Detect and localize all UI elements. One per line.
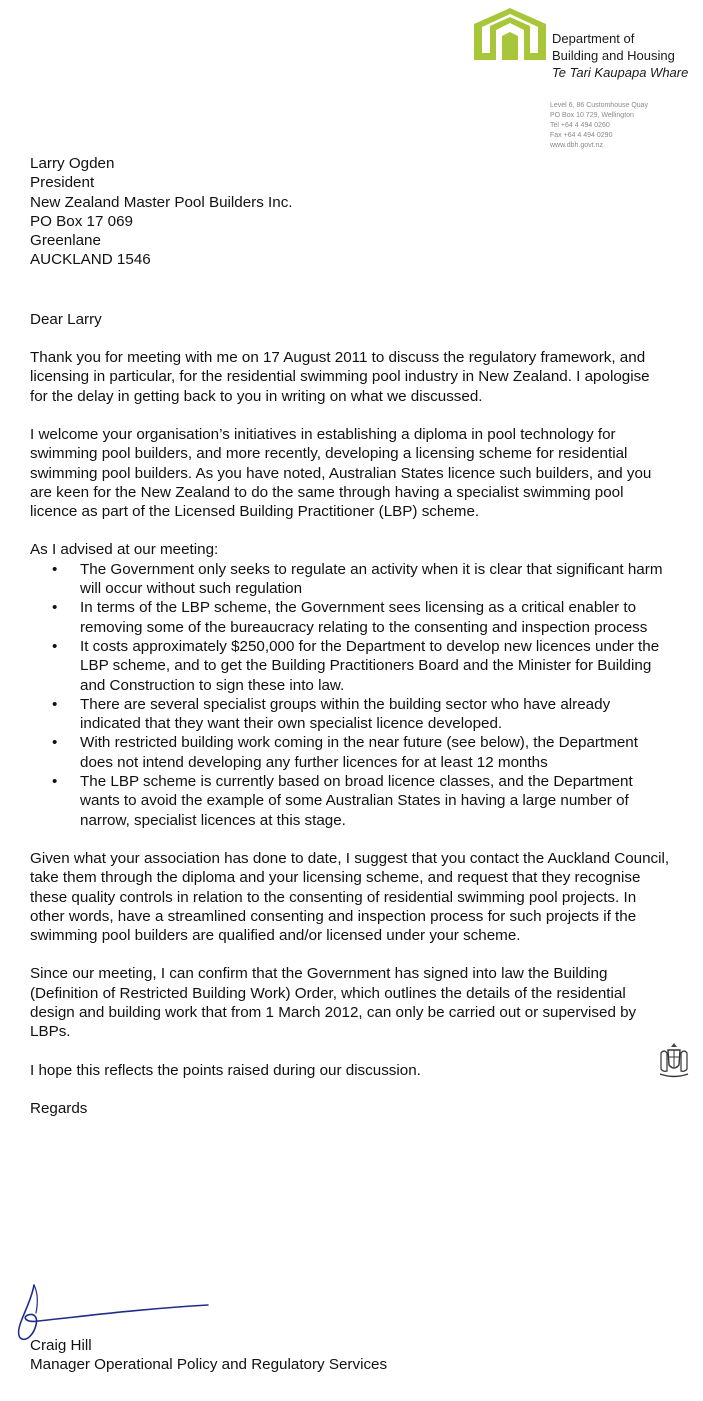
- bullet-dot: •: [52, 734, 58, 752]
- recipient-title: President: [30, 174, 95, 192]
- recipient-po-box: PO Box 17 069: [30, 212, 134, 230]
- bullet-text: The LBP scheme is currently based on broad licence classes, and the Department wants to avoid the example of some Australian States in having a large number of narrow, specialist licences at this stage.: [80, 773, 633, 829]
- bullet-text: It costs approximately $250,000 for the Department to develop new licences under the LBP scheme, and to get the Building Practitioners Board and the Minister for Building and Construction to sign these into law.: [80, 637, 660, 694]
- bullet-text: With restricted building work coming in the near future (see below), the Department does not intend developing any further licences for at least 12 months: [80, 734, 638, 771]
- contact-details: [550, 101, 648, 151]
- paragraph-advised: As I advised at our meeting:: [30, 541, 219, 559]
- bullet-dot: •: [52, 599, 58, 617]
- closing-regards: Regards: [30, 1099, 88, 1117]
- bullet-item: [52, 637, 670, 695]
- bullet-text: The Government only seeks to regulate an activity when it is clear that significant harm will occur without such regulation: [80, 560, 663, 598]
- contact-po-box: PO Box 10 729, Wellington: [550, 112, 634, 119]
- org-name-maori: Te Tari Kaupapa Whare: [552, 65, 689, 80]
- salutation: Dear Larry: [30, 310, 102, 328]
- paragraph-closing-remark: I hope this reflects the points raised during our discussion.: [30, 1061, 421, 1079]
- dbh-logo: [472, 6, 548, 62]
- bullet-item: [52, 695, 670, 734]
- bullet-dot: •: [52, 773, 58, 791]
- org-name-line2: Building and Housing: [552, 48, 675, 63]
- bullet-dot: •: [52, 695, 58, 713]
- bullet-item: [52, 772, 670, 830]
- signer-name: Craig Hill: [30, 1337, 92, 1354]
- recipient-address: [30, 154, 670, 270]
- org-name-line1: Department of: [552, 31, 635, 46]
- bullet-text: There are several specialist groups within the building sector who have already indicated that they want their own specialist licence developed.: [80, 695, 611, 733]
- bullet-dot: •: [52, 560, 58, 578]
- bullet-item: [52, 560, 670, 599]
- recipient-city: AUCKLAND 1546: [30, 251, 151, 269]
- paragraph-initiatives: I welcome your organisation’s initiatives in establishing a diploma in pool technology for swimming pool builders, and more recently, developing a licensing scheme for residential swimming pool builders. As you have noted, Australian States licence such builders, and you are keen for the New Zealand to do the same through having a specialist swimming pool licence as part of the Licensed Building Practitioner (LBP) scheme.: [30, 425, 652, 521]
- paragraph-suggestion: Given what your association has done to date, I suggest that you contact the Auckland Council, take them through the diploma and your licensing scheme, and request that they recognise these quality controls in relation to the consenting of residential swimming pool projects. In other words, have a streamlined consenting and inspection process for such projects if the swimming pool builders are qualified and/or licensed under your scheme.: [30, 849, 670, 945]
- bullet-dot: •: [52, 637, 58, 655]
- advice-bullet-list: [30, 560, 670, 830]
- signature-mark: [8, 1283, 213, 1343]
- recipient-organisation: New Zealand Master Pool Builders Inc.: [30, 193, 293, 211]
- coat-of-arms-icon: [657, 1041, 691, 1079]
- recipient-name: Larry Ogden: [30, 155, 115, 172]
- bullet-text: In terms of the LBP scheme, the Government sees licensing as a critical enabler to removing some of the bureaucracy relating to the consenting and inspection process: [80, 599, 648, 636]
- letter-body: [30, 154, 670, 1118]
- contact-website: www.dbh.govt.nz: [550, 142, 603, 149]
- signer-title: Manager Operational Policy and Regulatory Services: [30, 1356, 388, 1374]
- signer-block: [30, 1336, 387, 1375]
- contact-address: Level 6, 86 Customhouse Quay: [550, 102, 649, 109]
- contact-fax: Fax +64 4 494 0290: [550, 132, 613, 139]
- contact-phone: Tel +64 4 494 0260: [550, 122, 610, 129]
- recipient-suburb: Greenlane: [30, 232, 101, 250]
- paragraph-restricted-work: Since our meeting, I can confirm that the Government has signed into law the Building (Definition of Restricted Building Work) Order, which outlines the details of the residential design and building work that from 1 March 2012, can only be carried out or supervised by LBPs.: [30, 965, 637, 1041]
- paragraph-meeting: Thank you for meeting with me on 17 August 2011 to discuss the regulatory framework, and licensing in particular, for the residential swimming pool industry in New Zealand. I apologise for the delay in getting back to you in writing on what we discussed.: [30, 349, 650, 405]
- org-name-block: [552, 30, 688, 81]
- bullet-item: [52, 733, 670, 772]
- bullet-item: [52, 598, 670, 637]
